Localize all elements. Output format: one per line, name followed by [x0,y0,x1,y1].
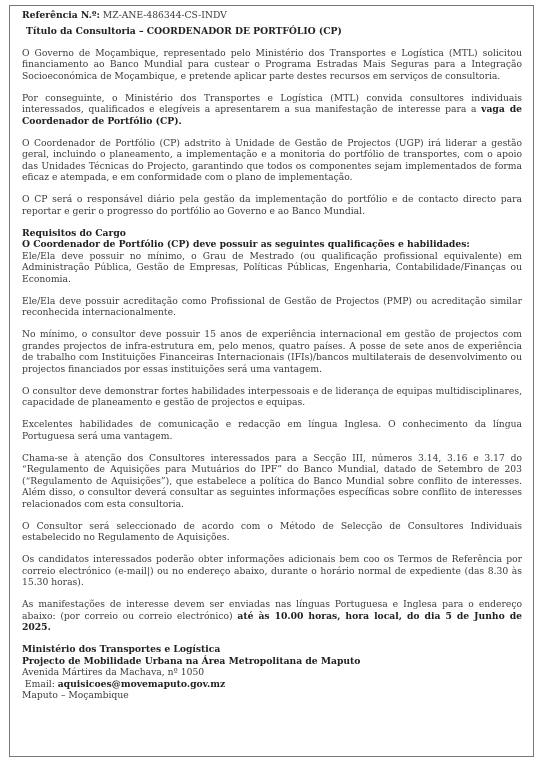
role-paragraph: O Coordenador de Portfólio (CP) adstrito à Unidade de Gestão de Projectos (UGP) irá liderar a gestão geral, incluindo o planeamento, a implementação e a monitoria do portfólio de transportes, com o apoio das Unidades Técnicas do Projecto, garantindo que todos os componentes sejam implementados de forma eficaz e atempada, e em conformidade com o plano de implementação. [22,137,522,183]
consultancy-title: Título da Consultoria – COORDENADOR DE PORTFÓLIO (CP) [26,25,342,37]
ministry-name: Ministério dos Transportes e Logística [22,644,221,655]
responsibility-paragraph: O CP será o responsável diário pela gestão da implementação do portfólio e de contacto directo para reportar e gerir o progresso do portfólio ao Governo e ao Banco Mundial. [22,194,522,217]
requirement-leadership: O consultor deve demonstrar fortes habilidades interpessoais e de liderança de equipas multidisciplinares, capacidade de planeamento e gestão de projectos e equipas. [22,385,522,408]
requirement-experience: No mínimo, o consultor deve possuir 15 anos de experiência internacional em gestão de projectos com grandes projectos de infra-estrutura em, pelo menos, quatro países. A posse de sete anos de experiência de trabalho com Instituições Financeiras Internacionais (IFIs)/bancos multilaterais de desenvolvimento ou projectos financiados por essas instituições será uma vantagem. [22,329,522,375]
email-line: Email: aquisicoes@movemaputo.gov.mz [24,678,226,690]
email-link[interactable]: aquisicoes@movemaputo.gov.mz [57,678,226,690]
reference-number: Referência N.º: MZ-ANE-486344-CS-INDV [22,10,227,21]
project-name: Projecto de Mobilidade Urbana na Área Metropolitana de Maputo [22,655,361,667]
requirement-language: Excelentes habilidades de comunicação e redacção em língua Inglesa. O conhecimento da língua Portuguesa será uma vantagem. [22,419,522,442]
requirement-degree: Ele/Ela deve possuir no mínimo, o Grau de Mestrado (ou qualificação profissional equivalente) em Administração Pública, Gestão de Empresas, Políticas Públicas, Engenharia, Contabilidade/Finanças ou Economia. [22,250,522,285]
requirement-pmp: Ele/Ela deve possuir acreditação como Profissional de Gestão de Projectos (PMP) ou acreditação similar reconhecida internacionalmente. [22,295,522,318]
requirements-subheading: O Coordenador de Portfólio (CP) deve possuir as seguintes qualificações e habilidades: [22,239,470,250]
invitation-paragraph: Por conseguinte, o Ministério dos Transportes e Logística (MTL) convida consultores individuais interessados, qualificados e elegíveis a apresentarem a sua manifestação de interesse para a vaga de Coordenador de Portfólio (CP). [22,92,522,127]
conflict-of-interest-paragraph: Chama-se à atenção dos Consultores interessados para a Secção III, números 3.14, 3.16 e 3.17 do “Regulamento de Aquisições para Mutuários do IPF” do Banco Mundial, datado de Setembro de 203 (“Regulamento de Aquisições”), que estabelece a política do Banco Mundial sobre conflito de interesses. Além disso, o consultor deverá consultar as seguintes informações específicas sobre conflito de interesses relacionados com esta consultoria. [22,452,522,510]
street-address: Avenida Mártires da Machava, nº 1050 [22,667,205,678]
additional-info-paragraph: Os candidatos interessados poderão obter informações adicionais bem coo os Termos de Referência por correio electrónico (e-mail|) ou no endereço abaixo, durante o horário normal de expediente (das 8.30 às 15.30 horas). [22,554,522,588]
address-block [22,644,522,702]
city-country: Maputo – Moçambique [22,690,129,701]
requirements-heading: Requisitos do Cargo [22,227,126,239]
announcement-frame [9,5,534,757]
selection-method-paragraph: O Consultor será seleccionado de acordo com o Método de Selecção de Consultores Individuais estabelecido no Regulamento de Aquisições. [22,520,522,543]
submission-paragraph: As manifestações de interesse devem ser enviadas nas línguas Portuguesa e Inglesa para o endereço abaixo: (por correio ou correio electrónico) até às 10.00 horas, hora local, do dia 5 de Junho de 2025. [22,599,522,633]
intro-paragraph: O Governo de Moçambique, representado pelo Ministério dos Transportes e Logística (MTL) solicitou financiamento ao Banco Mundial para custear o Programa Estradas Mais Seguras para a Integração Socioeconómica de Moçambique, e pretende aplicar parte destes recursos em serviços de consultoria. [22,47,522,82]
